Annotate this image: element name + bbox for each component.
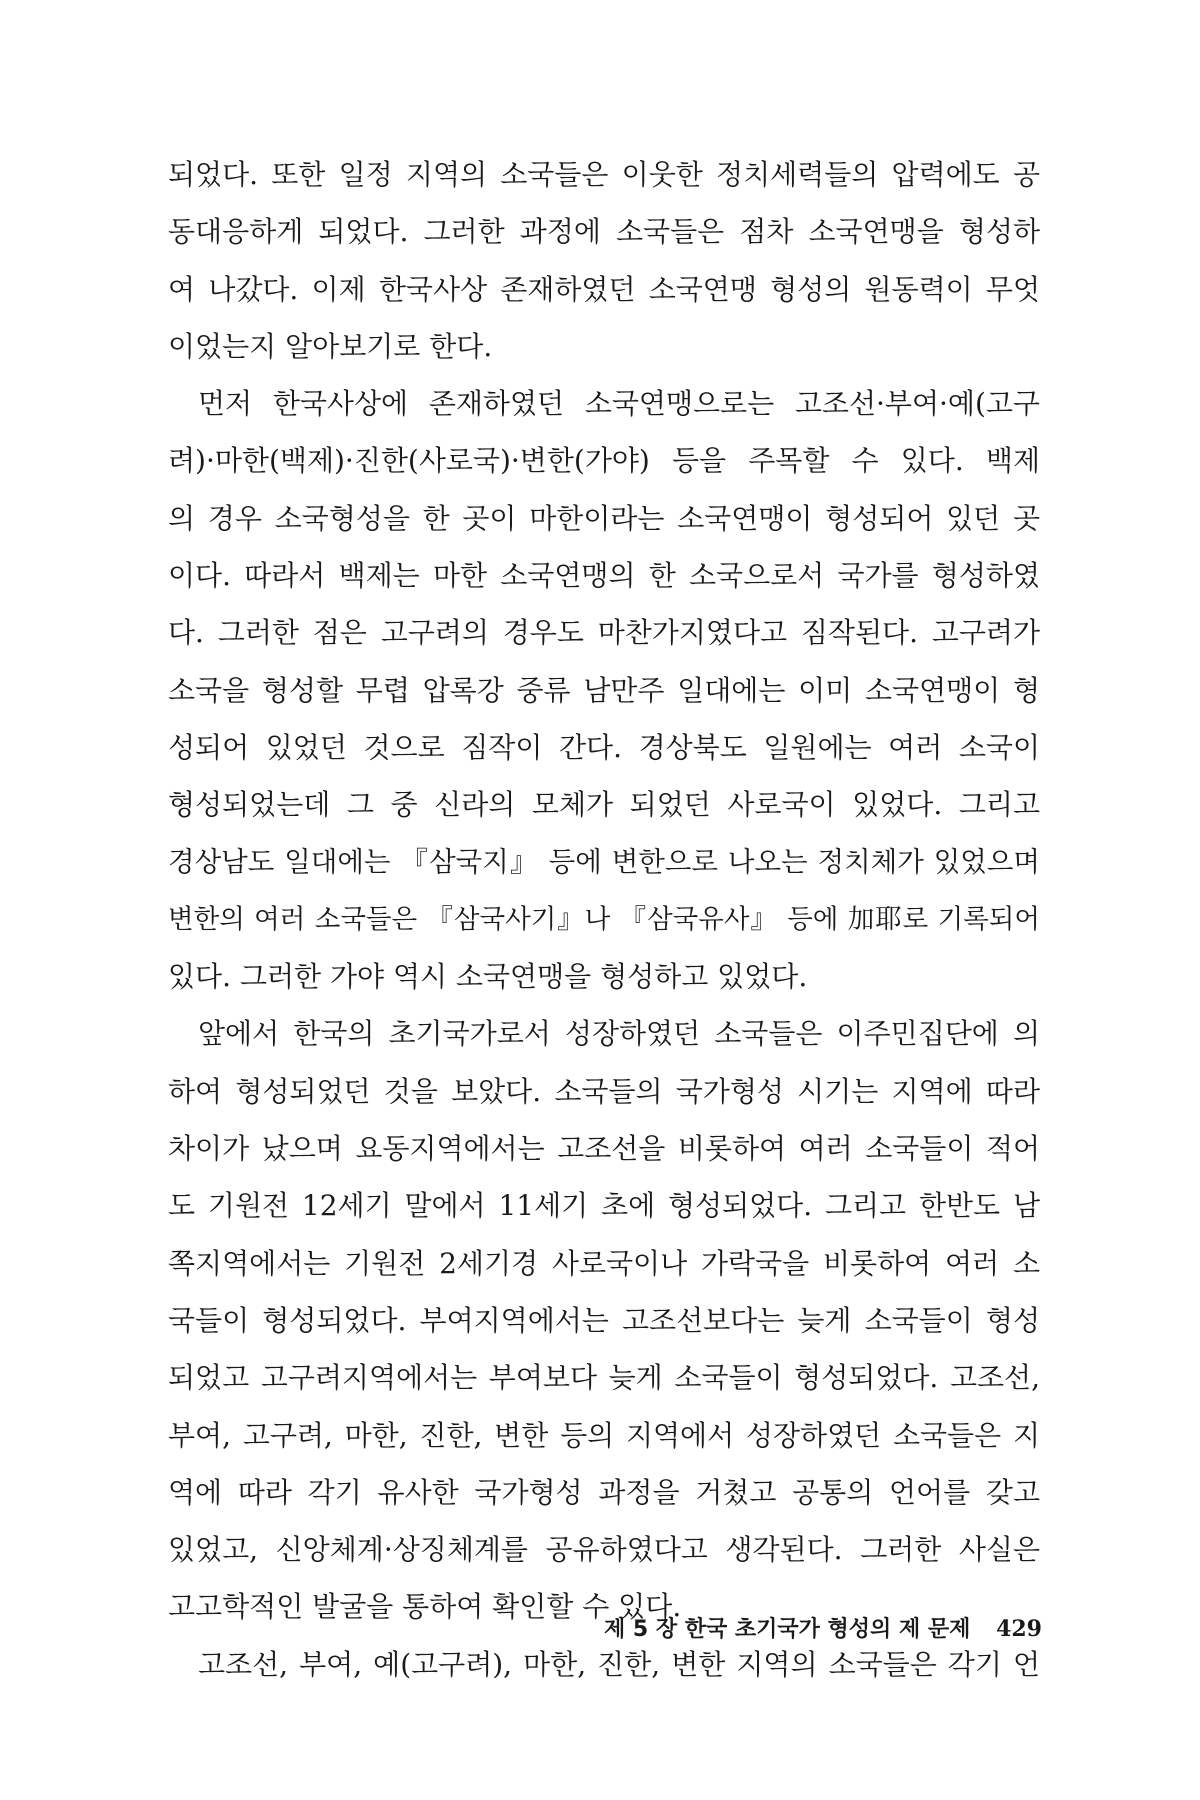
text-line: 고고학적인 발굴을 통하여 확인할 수 있다. xyxy=(168,1590,682,1624)
text-line: 있었고, 신앙체계·상징체계를 공유하였다고 생각된다. 그러한 사실은 xyxy=(168,1533,1040,1567)
text-line: 다. 그러한 점은 고구려의 경우도 마찬가지였다고 짐작된다. 고구려가 xyxy=(168,616,1040,650)
text-line: 있다. 그러한 가야 역시 소국연맹을 형성하고 있었다. xyxy=(168,960,808,994)
text-line: 되었다. 또한 일정 지역의 소국들은 이웃한 정치세력들의 압력에도 공 xyxy=(168,158,1040,191)
text-line: 고조선, 부여, 예(고구려), 마한, 진한, 변한 지역의 소국들은 각기 언 xyxy=(198,1647,1040,1681)
text-line: 이다. 따라서 백제는 마한 소국연맹의 한 소국으로서 국가를 형성하였 xyxy=(168,559,1040,593)
text-line: 성되어 있었던 것으로 짐작이 간다. 경상북도 일원에는 여러 소국이 xyxy=(168,730,1040,764)
text-line: 역에 따라 각기 유사한 국가형성 과정을 거쳤고 공통의 언어를 갖고 xyxy=(168,1475,1040,1509)
text-line: 먼저 한국사상에 존재하였던 소국연맹으로는 고조선·부여·예(고구 xyxy=(198,387,1040,421)
text-line: 동대응하게 되었다. 그러한 과정에 소국들은 점차 소국연맹을 형성하 xyxy=(168,215,1040,249)
text-line: 하여 형성되었던 것을 보았다. 소국들의 국가형성 시기는 지역에 따라 xyxy=(168,1074,1040,1108)
text-line: 부여, 고구려, 마한, 진한, 변한 등의 지역에서 성장하였던 소국들은 지 xyxy=(168,1418,1040,1452)
text-line: 되었고 고구려지역에서는 부여보다 늦게 소국들이 형성되었다. 고조선, xyxy=(168,1361,1040,1395)
body-text xyxy=(168,146,1040,1693)
text-line: 변한의 여러 소국들은 『삼국사기』나 『삼국유사』 등에 加耶로 기록되어 xyxy=(168,903,1040,935)
running-footer xyxy=(604,1612,1042,1643)
text-line: 차이가 났으며 요동지역에서는 고조선을 비롯하여 여러 소국들이 적어 xyxy=(168,1132,1040,1166)
text-line: 려)·마한(백제)·진한(사로국)·변한(가야) 등을 주목할 수 있다. 백제 xyxy=(168,444,1040,478)
chapter-title: 제 5 장 한국 초기국가 형성의 제 문제 xyxy=(603,1617,971,1642)
text-line: 여 나갔다. 이제 한국사상 존재하였던 소국연맹 형성의 원동력이 무엇 xyxy=(168,272,1040,306)
page-number: 429 xyxy=(996,1616,1042,1642)
text-line: 도 기원전 12세기 말에서 11세기 초에 형성되었다. 그리고 한반도 남 xyxy=(168,1189,1040,1223)
text-line: 소국을 형성할 무렵 압록강 중류 남만주 일대에는 이미 소국연맹이 형 xyxy=(168,673,1040,707)
text-line: 형성되었는데 그 중 신라의 모체가 되었던 사로국이 있었다. 그리고 xyxy=(168,788,1040,822)
text-line: 이었는지 알아보기로 한다. xyxy=(168,329,493,363)
text-line: 의 경우 소국형성을 한 곳이 마한이라는 소국연맹이 형성되어 있던 곳 xyxy=(168,501,1040,535)
text-line: 국들이 형성되었다. 부여지역에서는 고조선보다는 늦게 소국들이 형성 xyxy=(168,1303,1040,1337)
text-line: 앞에서 한국의 초기국가로서 성장하였던 소국들은 이주민집단에 의 xyxy=(198,1017,1040,1051)
text-line: 쪽지역에서는 기원전 2세기경 사로국이나 가락국을 비롯하여 여러 소 xyxy=(168,1246,1040,1280)
text-line: 경상남도 일대에는 『삼국지』 등에 변한으로 나오는 정치체가 있었으며 xyxy=(168,845,1040,878)
